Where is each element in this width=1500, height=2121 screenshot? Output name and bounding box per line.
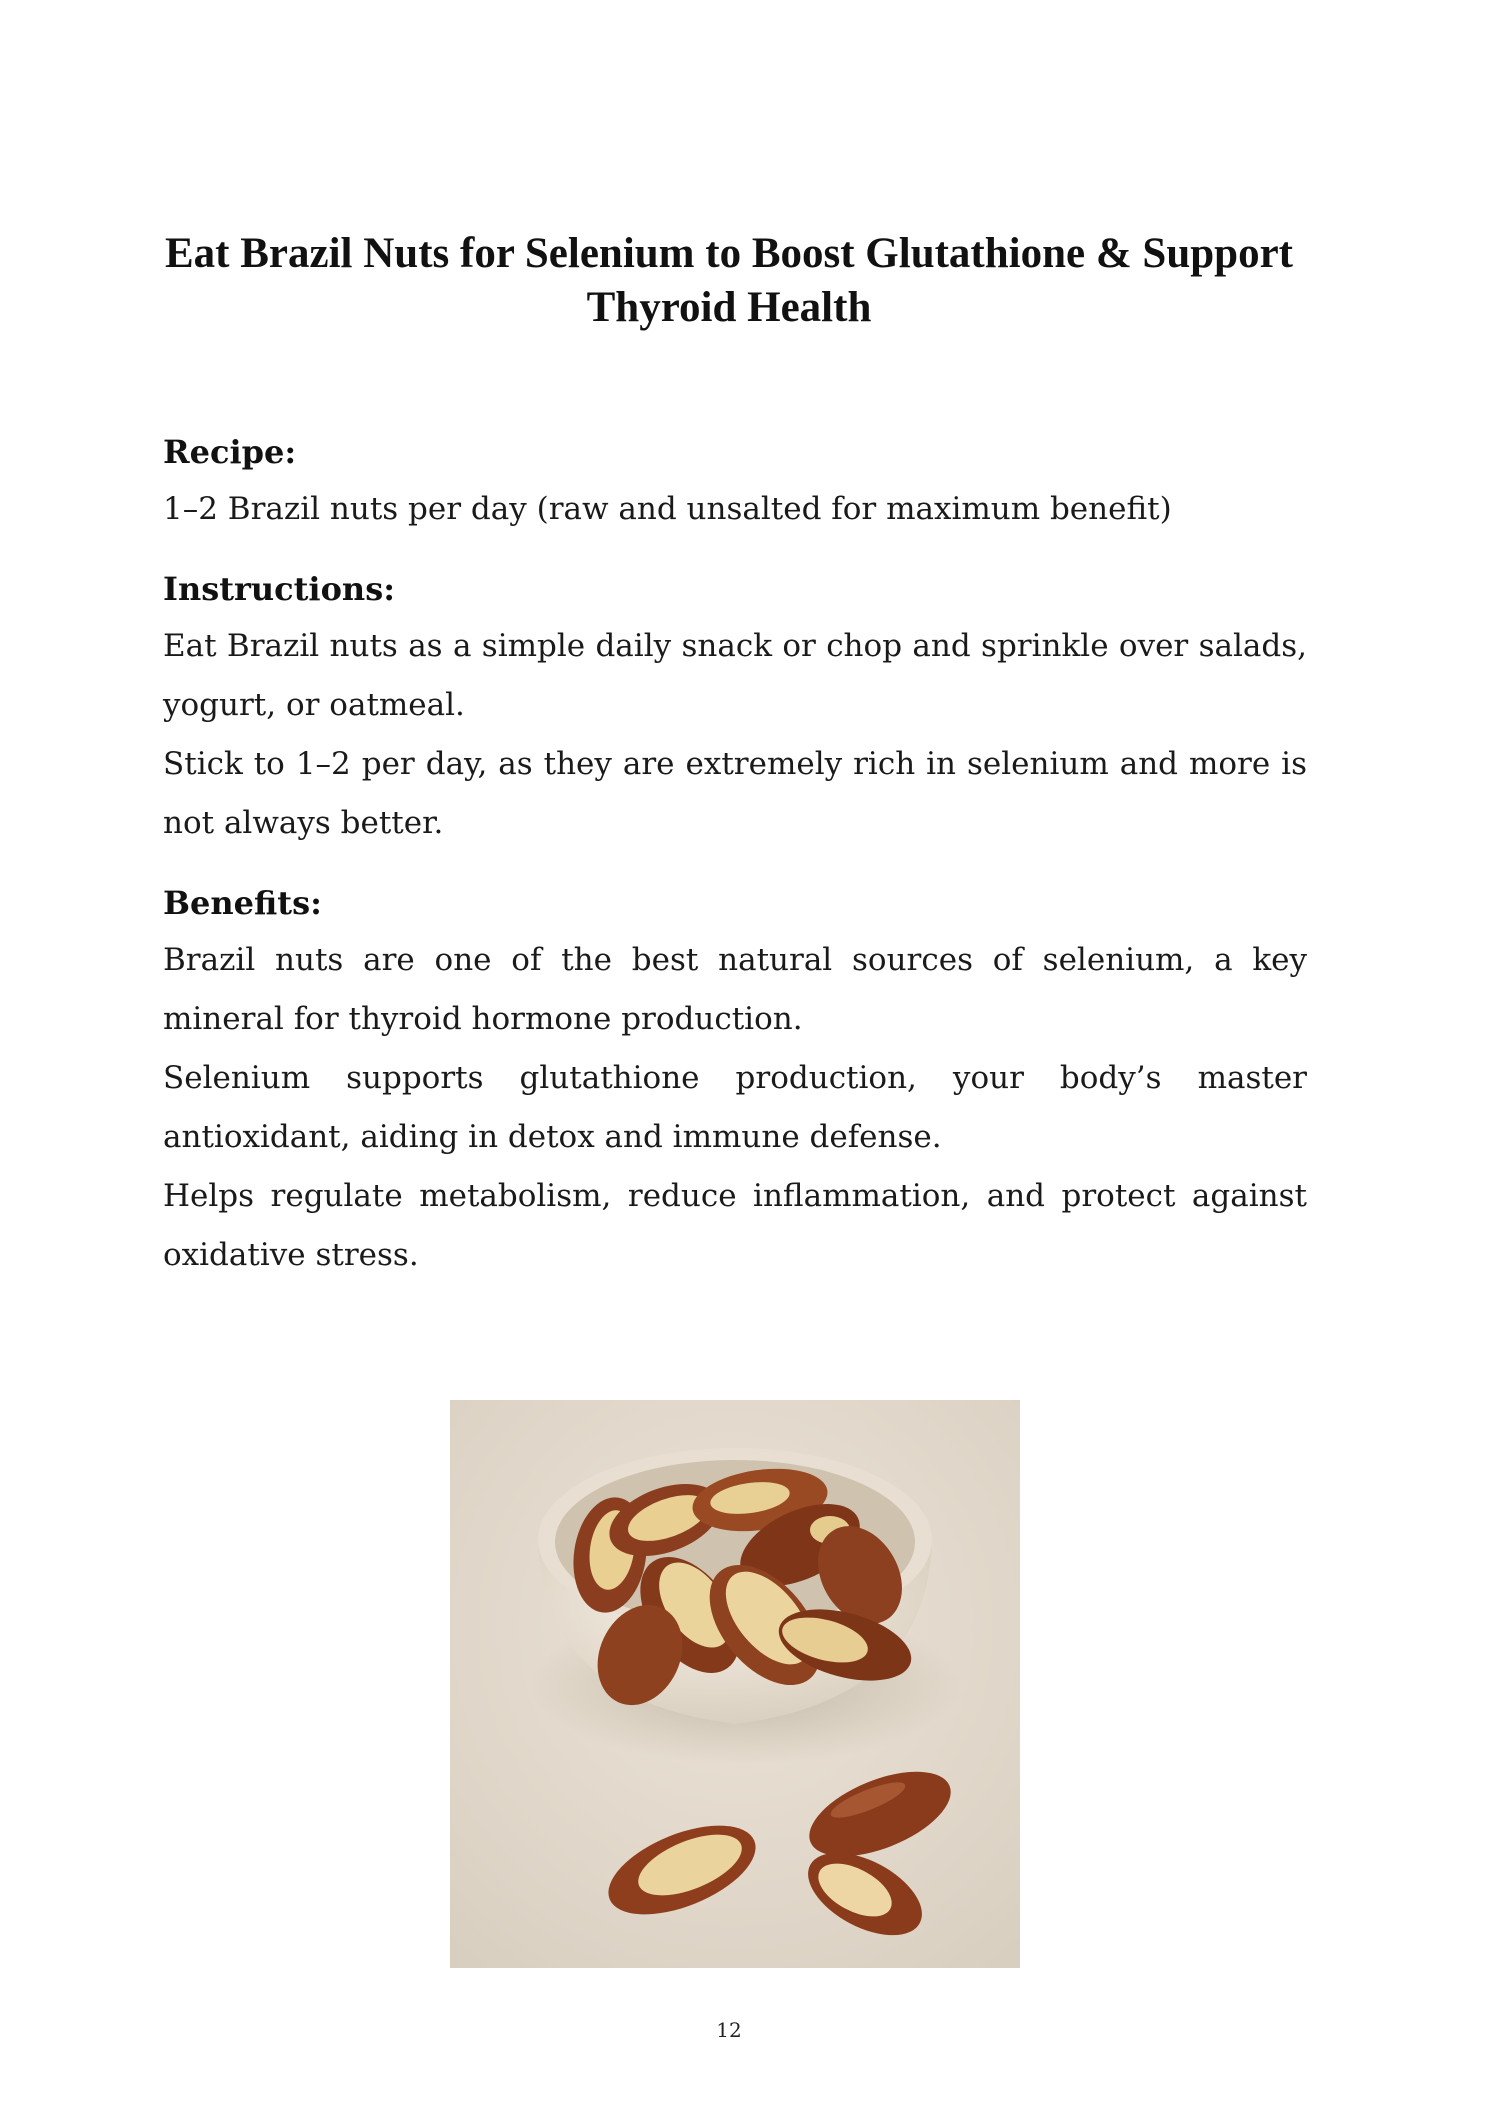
brazil-nuts-photo (450, 1400, 1020, 1968)
instructions-line: Stick to 1–2 per day, as they are extremely rich in selenium and more is not always better. (163, 746, 1307, 841)
instructions-heading: Instructions: (163, 570, 396, 608)
benefits-line: Selenium supports glutathione production, your body’s master antioxidant, aiding in detox and immune defense. (163, 1060, 1307, 1155)
recipe-line: 1–2 Brazil nuts per day (raw and unsalted for maximum benefit) (163, 491, 1172, 527)
benefits-line: Helps regulate metabolism, reduce inflammation, and protect against oxidative stress. (163, 1178, 1307, 1273)
benefits-line: Brazil nuts are one of the best natural sources of selenium, a key mineral for thyroid hormone production. (163, 942, 1307, 1037)
brazil-nuts-bowl-icon (450, 1400, 1020, 1968)
instructions-section (163, 567, 1307, 853)
recipe-heading: Recipe: (163, 433, 297, 471)
page-title: Eat Brazil Nuts for Selenium to Boost Glutathione & Support Thyroid Health (164, 229, 1293, 331)
page-number: 12 (716, 2018, 742, 2042)
content-body (163, 430, 1307, 1285)
recipe-section (163, 430, 1307, 539)
benefits-heading: Benefits: (163, 884, 322, 922)
benefits-section (163, 881, 1307, 1285)
instructions-line: Eat Brazil nuts as a simple daily snack or chop and sprinkle over salads, yogurt, or oatmeal. (163, 628, 1307, 723)
